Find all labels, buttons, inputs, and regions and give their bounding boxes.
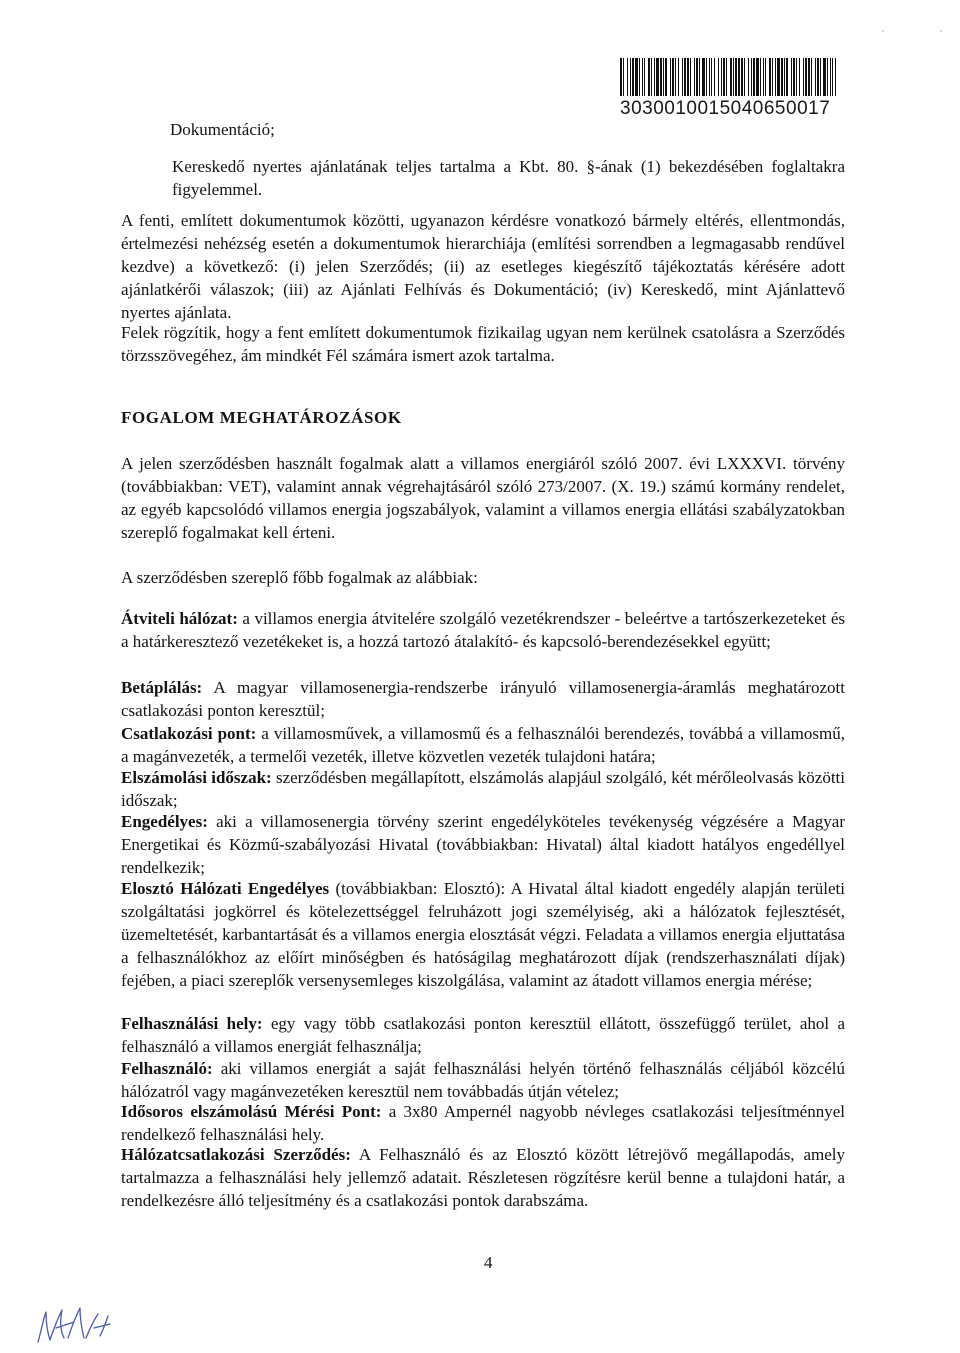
definition-item [121,676,845,722]
barcode-bar [663,58,664,96]
barcode-bar [730,58,732,96]
intro-paragraph-2: A fenti, említett dokumentumok közötti, ugyanazon kérdésre vonatkozó bármely eltérés, ellentmondás, értelmezési nehézség esetén a dokumentumok hierarchiája (említési sorrendben a legmagasabb rendűvel kezdve) a következő: (i) jelen Szerződés; (ii) az esetleges kiegészítő tájékoztatás kérésére adott ajánlatkérői válaszok; (iii) az Ajánlati Felhívás és Dokumentáció; (iv) Kereskedő, mint Ajánlattevő nyertes ajánlata. [121,211,845,322]
barcode-bar [726,58,727,96]
barcode-image [620,58,836,96]
barcode-bar [769,58,771,96]
definition-text: a villamosművek, a villamosmű és a felhasználói berendezés, továbbá a villamosmű, a magánvezeték, a termelői vezeték, illetve közvetlen vezeték tulajdoni határa; [121,724,845,766]
barcode-bar [823,58,826,96]
barcode-bar [694,58,695,96]
barcode-bar [796,58,797,96]
barcode-bar [721,58,722,96]
barcode-bar [644,58,645,96]
barcode-bar [784,58,785,96]
definition-text: egy vagy több csatlakozási ponton keresztül ellátott, összefüggő terület, ahol a felhasználó a villamos energiát felhasználja; [121,1014,846,1056]
definition-term: Betáplálás: [121,678,203,697]
barcode-bar [678,58,679,96]
barcode-bar [699,58,700,96]
barcode-bar [777,58,780,96]
handwritten-initials-signature [34,1298,114,1348]
barcode-bar [817,58,819,96]
barcode-bar [830,58,831,96]
barcode-bar [630,58,631,96]
barcode-bar [793,58,795,96]
definition-item [121,1100,845,1146]
definition-text: szerződésben megállapított, elszámolás alapjául szolgáló, két mérőleolvasás közötti időszak; [121,768,845,810]
barcode-bar [687,58,689,96]
definition-item [121,1012,845,1058]
barcode-bar [642,58,643,96]
barcode-bar [815,58,816,96]
barcode-bar [651,58,652,96]
barcode-bar [714,58,715,96]
definition-term: Elszámolási időszak: [121,768,272,787]
section-heading: FOGALOM MEGHATÁROZÁSOK [121,408,402,427]
barcode-bar [805,58,807,96]
barcode-bar [756,58,759,96]
barcode-bar [753,58,755,96]
definition-term: Felhasználási hely: [121,1014,263,1033]
barcode-bar [735,58,737,96]
scan-speck [882,30,884,32]
definition-item [121,722,845,768]
definition-term: Engedélyes: [121,812,208,831]
barcode-bar [741,58,743,96]
barcode-bar [706,58,707,96]
barcode-bar [811,58,812,96]
barcode-bar [682,58,683,96]
barcode-bar [684,58,686,96]
barcode-number: 3030010015040650017 [620,98,831,119]
barcode-bar [660,58,662,96]
barcode-bar [675,58,676,96]
definition-term: Idősoros elszámolású Mérési Pont: [121,1102,382,1121]
barcode-bar [723,58,725,96]
page-number: 4 [484,1253,493,1272]
barcode-bar [751,58,752,96]
definition-text: a villamos energia átvitelére szolgáló vezetékrendszer - beleértve a tartószerkezeteket és a határkeresztező vezetékeket is, a hozzá tartozó átalakító- és kapcsoló-berendezésekkel együtt; [121,609,846,651]
barcode-bar [656,58,659,96]
definition-text: (továbbiakban: Elosztó): A Hivatal által kiadott engedély alapján területi szolgáltatási jogkörrel és kötelezettséggel felruházott jogi személyiség, aki a hálózatok fejlesztését, üzemeltetését, karbantartását és a villamos energia elosztását végzi. Feladata a villamos energia eljuttatása a felhasználókhoz az előírt minőségben és hatóságilag meghatározott díjak (rendszerhasználati díjak) fejében, a piaci szereplők versenysemleges kiszolgálása, valamint az átadott villamos energia mérése; [121,879,846,990]
barcode-bar [635,58,638,96]
definition-item [121,810,845,879]
definition-term: Csatlakozási pont: [121,724,257,743]
definition-text: aki a villamosenergia törvény szerint engedélyköteles tevékenység végzésére a Magyar Energetikai és Közmű-szabályozási Hivatal (továbbiakban: Hivatal) által kiadott hatályos engedéllyel rendelkezik; [121,812,845,877]
barcode-bar [835,58,836,96]
barcode-bar [748,58,749,96]
barcode-bar [711,58,712,96]
document-reference-line: Dokumentáció; [170,120,275,139]
barcode-bar [738,58,740,96]
barcode-bar [672,58,674,96]
definition-text: a 3x80 Ampernél nagyobb névleges csatlakozási teljesítménnyel rendelkező felhasználási hely. [121,1102,846,1144]
barcode-bar [760,58,761,96]
barcode-bar [803,58,804,96]
barcode-bar [654,58,655,96]
barcode-bar [791,58,792,96]
barcode-bar [670,58,671,96]
barcode-bar [763,58,764,96]
definition-item [121,1143,845,1212]
definition-item [121,607,845,653]
barcode-bar [832,58,833,96]
definition-item [121,1057,845,1103]
intro-paragraph-3: Felek rögzítik, hogy a fent említett dokumentumok fizikailag ugyan nem kerülnek csatolásra a Szerződés törzsszövegéhez, ám mindkét Fél számára ismert azok tartalma. [121,323,845,365]
definition-term: Átviteli hálózat: [121,609,238,628]
barcode-bar [744,58,745,96]
barcode-bar [718,58,719,96]
definitions-lead-in: A szerződésben szereplő főbb fogalmak az alábbiak: [121,568,478,587]
barcode-bar [627,58,628,96]
barcode-bar [820,58,821,96]
barcode-bar [632,58,634,96]
barcode-bar [648,58,650,96]
definition-item [121,877,845,992]
barcode-bar [665,58,667,96]
barcode-bar [709,58,710,96]
barcode-bar [772,58,773,96]
barcode-bar [808,58,810,96]
definition-text: aki villamos energiát a saját felhasználási helyén történő felhasználás céljából közcélú hálózatról vagy magánvezetéken keresztül nem továbbadás útján vételez; [121,1059,845,1101]
barcode-bar [827,58,828,96]
definition-term: Elosztó Hálózati Engedélyes [121,879,330,898]
barcode-bar [623,58,624,96]
barcode-bar [799,58,800,96]
definition-text: A magyar villamosenergia-rendszerbe irányuló villamosenergia-áramlás meghatározott csatlakozási ponton keresztül; [121,678,845,720]
definition-term: Felhasználó: [121,1059,213,1078]
definition-term: Hálózatcsatlakozási Szerződés: [121,1145,351,1164]
barcode-bar [690,58,691,96]
barcode-bar [781,58,783,96]
barcode-bar [786,58,788,96]
barcode-bar [639,58,640,96]
definition-item [121,766,845,812]
scan-speck [940,30,942,32]
barcode-bar [696,58,698,96]
intro-paragraph-1: Kereskedő nyertes ajánlatának teljes tartalma a Kbt. 80. §-ának (1) bekezdésében foglaltakra figyelemmel. [172,157,845,199]
barcode-bar [620,58,622,96]
definitions-intro-paragraph: A jelen szerződésben használt fogalmak alatt a villamos energiáról szóló 2007. évi LXXXVI. törvény (továbbiakban: VET), valamint annak végrehajtásáról szóló 273/2007. (X. 19.) számú kormány rendelet, az egyéb kapcsolódó villamos energia jogszabályok, valamint a villamos energia ellátási szabályzatokban szereplő fogalmakat kell érteni. [121,454,845,542]
barcode-bar [765,58,766,96]
barcode-bar [702,58,705,96]
definition-text: A Felhasználó és az Elosztó között létrejövő megállapodás, amely tartalmazza a felhasználási hely jellemző adatait. Részletesen rögzítésre kerül benne a tulajdoni határ, a rendelkezésre álló teljesítmény és a csatlakozási pontok darabszáma. [121,1145,845,1210]
barcode-bar [733,58,734,96]
barcode-bar [775,58,776,96]
